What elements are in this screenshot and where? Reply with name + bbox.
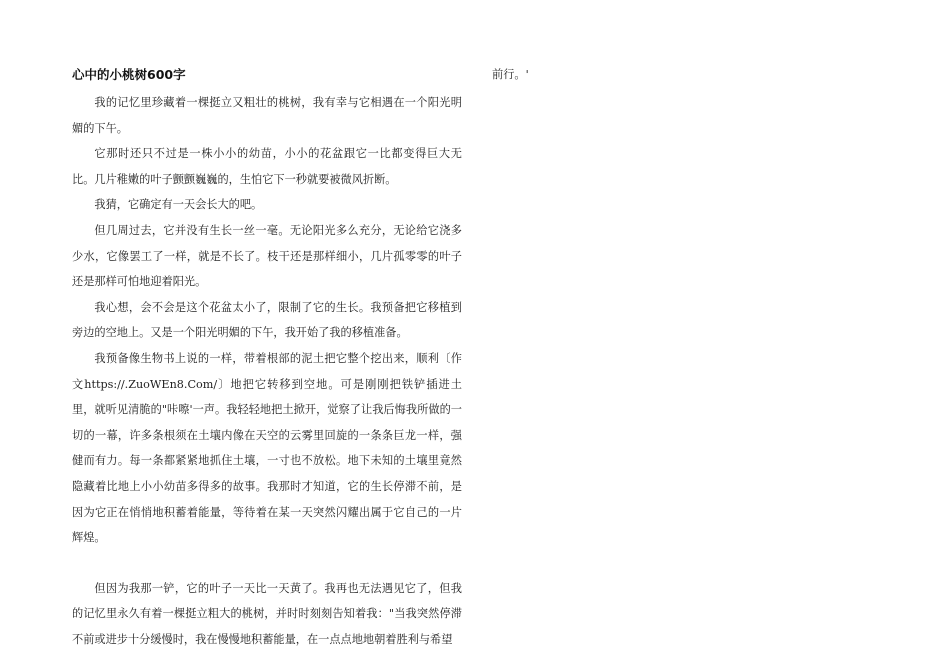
paragraph-7: 但因为我那一铲，它的叶子一天比一天黄了。我再也无法遇见它了，但我的记忆里永久有着一棵挺立粗大的桃树，并时时刻刻告知着我："当我突然停滞不前或进步十分缓慢时，我在慢慢地积蓄能量，在一点点地地朝着胜利与希望	[72, 581, 462, 646]
paragraph-6: 我预备像生物书上说的一样，带着根部的泥土把它整个挖出来，顺利〔作文https://.ZuoWEn8.Com/〕地把它转移到空地。可是刚刚把铁铲插进土里，就听见清脆的"咔嚓'一声。我轻轻地把土掀开，觉察了让我后悔我所做的一切的一幕，许多条根须在土壤内像在天空的云雾里回旋的一条条巨龙一样，强健而有力。每一条都紧紧地抓住土壤，一寸也不放松。地下未知的土壤里竟然隐藏着比地上小小幼苗多得多的故事。我那时才知道，它的生长停滞不前，是因为它正在悄悄地积蓄着能量，等待着在某一天突然闪耀出属于它自己的一片辉煌。	[72, 351, 462, 545]
paragraph-1: 我的记忆里珍藏着一棵挺立又粗壮的桃树，我有幸与它相遇在一个阳光明媚的下午。	[72, 96, 462, 135]
right-column	[492, 66, 872, 84]
paragraph-4: 但几周过去，它并没有生长一丝一毫。无论阳光多么充分，无论给它浇多少水，它像罢工了一样，就是不长了。枝干还是那样细小，几片孤零零的叶子还是那样可怕地迎着阳光。	[72, 223, 462, 289]
left-column	[72, 66, 462, 652]
continuation-text: 前行。'	[492, 68, 529, 81]
paragraph-3: 我猜，它确定有一天会长大的吧。	[94, 198, 263, 212]
paragraph-5: 我心想，会不会是这个花盆太小了，限制了它的生长。我预备把它移植到旁边的空地上。又是一个阳光明媚的下午，我开始了我的移植准备。	[72, 300, 462, 340]
paragraph-2: 它那时还只不过是一株小小的幼苗，小小的花盆跟它一比都变得巨大无比。几片稚嫩的叶子颤颤巍巍的，生怕它下一秒就要被微风折断。	[72, 147, 462, 186]
article-title: 心中的小桃树600字	[72, 67, 186, 82]
